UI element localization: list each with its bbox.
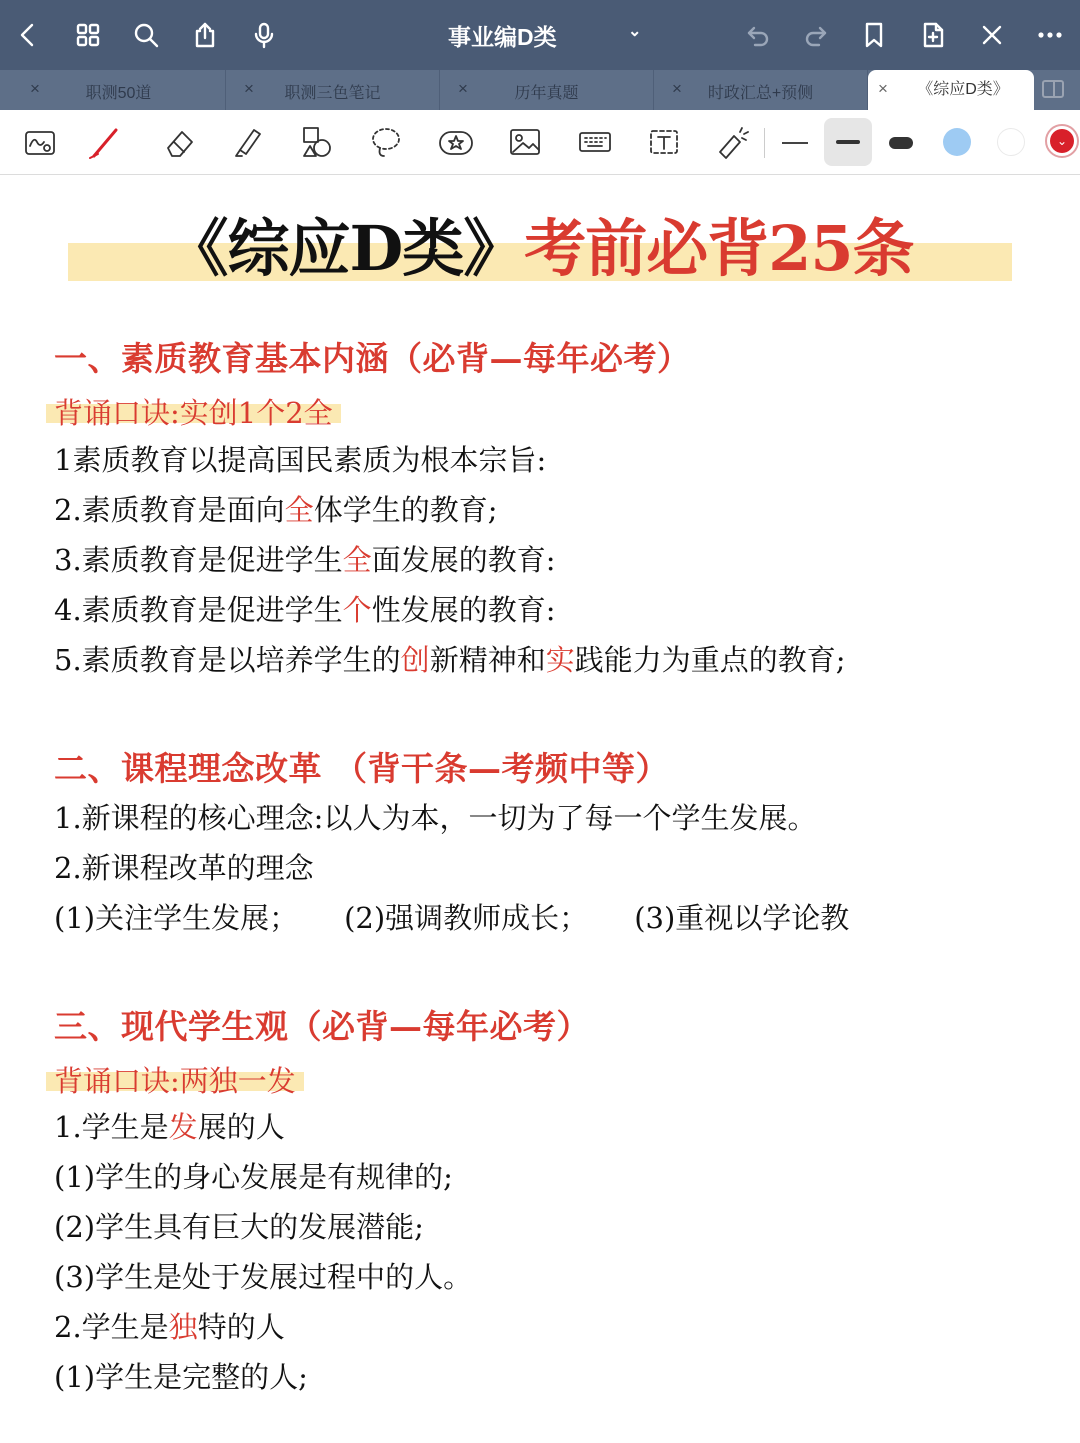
lasso-icon[interactable]	[366, 122, 406, 162]
tab-current-affairs[interactable]	[654, 70, 868, 110]
top-bar	[0, 0, 1080, 70]
title-red: 考前必背25条	[524, 212, 914, 285]
search-icon[interactable]	[128, 17, 164, 53]
drawing-toolbar	[0, 110, 1080, 175]
text-box-icon[interactable]	[644, 122, 684, 162]
back-icon[interactable]	[10, 17, 46, 53]
bookmark-icon[interactable]	[856, 17, 892, 53]
tab-close-icon[interactable]: ×	[244, 79, 254, 98]
eraser-icon[interactable]	[158, 122, 198, 162]
stroke-medium-option[interactable]	[824, 118, 872, 166]
tab-close-icon[interactable]: ×	[672, 79, 682, 98]
section-2-heading: 二、课程理念改革 （背干条—考频中等）	[54, 749, 669, 788]
page-title	[68, 212, 1012, 285]
highlighter-icon[interactable]	[228, 122, 268, 162]
share-icon[interactable]	[187, 17, 223, 53]
s1-line-2: 2.素质教育是面向全体学生的教育;	[54, 493, 498, 527]
section-3-mnemonic: 背诵口诀:两独一发	[46, 1059, 304, 1091]
section-1-heading: 一、素质教育基本内涵（必背—每年必考）	[54, 339, 691, 378]
section-1-mnemonic: 背诵口诀:实创1个2全	[46, 391, 341, 423]
undo-icon[interactable]	[740, 17, 776, 53]
close-icon[interactable]	[974, 17, 1010, 53]
tab-zhice-50[interactable]	[12, 70, 226, 110]
keyboard-icon[interactable]	[575, 122, 615, 162]
s3-line-2: (1)学生的身心发展是有规律的;	[54, 1160, 453, 1194]
split-view-icon[interactable]	[1042, 80, 1064, 98]
chevron-down-icon[interactable]: ⌄	[628, 23, 642, 40]
shapes-icon[interactable]	[298, 122, 338, 162]
tab-zongying-d[interactable]	[868, 70, 1034, 110]
s1-line-3: 3.素质教育是促进学生全面发展的教育:	[54, 543, 556, 577]
more-icon[interactable]	[1032, 17, 1068, 53]
laser-pointer-icon[interactable]	[712, 122, 752, 162]
tab-label: 职测50道	[85, 85, 152, 102]
s2-line-1: 1.新课程的核心理念:以人为本，一切为了每一个学生发展。	[54, 801, 817, 835]
title-black: 《综应D类》	[166, 212, 525, 285]
tab-bar	[0, 70, 1080, 110]
tab-label: 时政汇总+预侧	[707, 85, 814, 102]
tab-close-icon[interactable]: ×	[878, 79, 888, 98]
tab-label: 历年真题	[514, 85, 579, 102]
s1-line-1: 1素质教育以提高国民素质为根本宗旨:	[54, 443, 547, 477]
s3-line-3: (2)学生具有巨大的发展潜能;	[54, 1210, 424, 1244]
image-icon[interactable]	[505, 122, 545, 162]
tab-close-icon[interactable]: ×	[458, 79, 468, 98]
stroke-thin-option[interactable]	[782, 142, 808, 144]
add-page-icon[interactable]	[915, 17, 951, 53]
s2-line-2: 2.新课程改革的理念	[54, 851, 314, 885]
handwriting-icon[interactable]	[20, 122, 60, 162]
color-swatch-blue[interactable]	[943, 128, 971, 156]
color-swatch-white[interactable]	[997, 128, 1025, 156]
toolbar-divider	[764, 128, 765, 158]
pen-icon[interactable]	[86, 122, 126, 162]
s3-line-6: (1)学生是完整的人;	[54, 1360, 308, 1394]
document-page[interactable]	[0, 175, 1080, 1443]
stroke-thick-option[interactable]	[889, 137, 913, 149]
section-3-heading: 三、现代学生观（必背—每年必考）	[54, 1007, 590, 1046]
tab-label: 《综应D类》	[917, 81, 1009, 98]
redo-icon[interactable]	[798, 17, 834, 53]
tab-label: 职测三色笔记	[284, 85, 381, 102]
s2-line-3: (1)关注学生发展； (2)强调教师成长； (3)重视以学论教	[54, 901, 850, 935]
document-title[interactable]	[420, 19, 688, 52]
s3-line-4: (3)学生是处于发展过程中的人。	[54, 1260, 473, 1294]
color-swatch-red-selected[interactable]	[1045, 124, 1079, 158]
tab-close-icon[interactable]: ×	[30, 79, 40, 98]
chevron-down-icon: ⌄	[1050, 129, 1074, 153]
s3-line-1: 1.学生是发展的人	[54, 1110, 285, 1144]
grid-icon[interactable]	[70, 17, 106, 53]
document-title-text: 事业编D类	[448, 24, 557, 50]
s3-line-5: 2.学生是独特的人	[54, 1310, 285, 1344]
tab-zhice-notes[interactable]	[226, 70, 440, 110]
tab-past-exams[interactable]	[440, 70, 654, 110]
s1-line-4: 4.素质教育是促进学生个性发展的教育:	[54, 593, 556, 627]
s1-line-5: 5.素质教育是以培养学生的创新精神和实践能力为重点的教育;	[54, 643, 846, 677]
mic-icon[interactable]	[246, 17, 282, 53]
sticker-icon[interactable]	[436, 122, 476, 162]
